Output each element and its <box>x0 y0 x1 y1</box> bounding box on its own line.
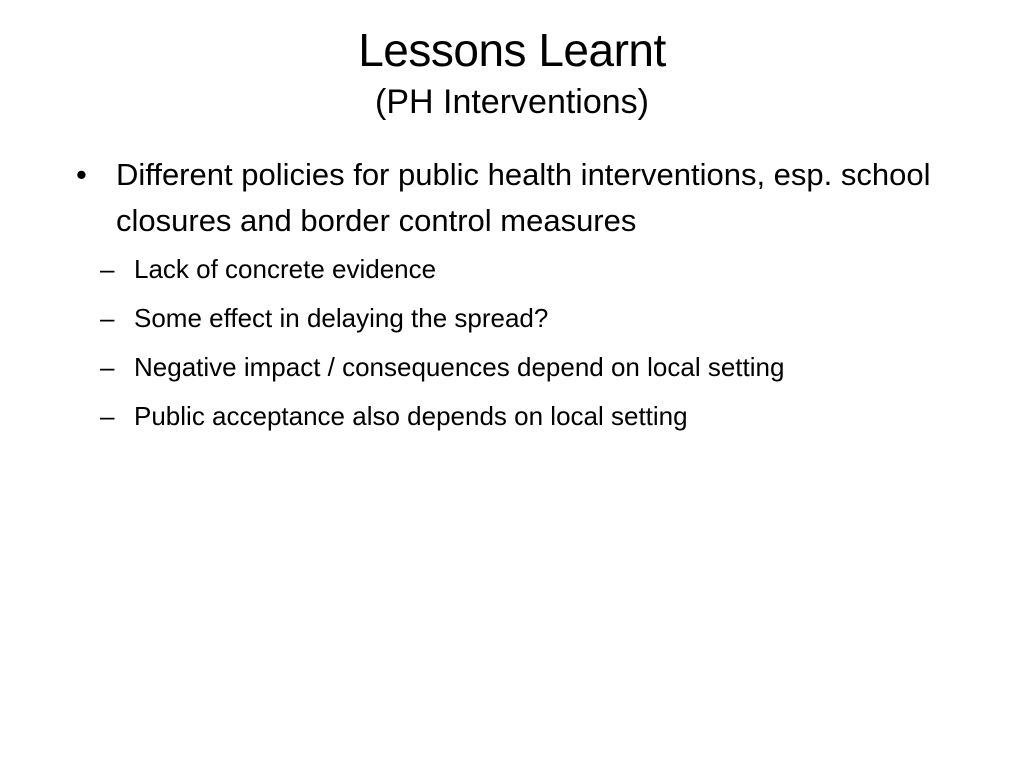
sub-bullet-marker: – <box>100 401 115 431</box>
sub-bullet-marker: – <box>100 352 115 382</box>
slide-subtitle: (PH Interventions) <box>375 83 649 121</box>
sub-bullet-text: Lack of concrete evidence <box>134 254 437 284</box>
bullet-item <box>76 152 996 244</box>
sub-bullet-text: Some effect in delaying the spread? <box>134 303 549 333</box>
bullet-marker: • <box>76 157 87 192</box>
sub-bullet-marker: – <box>100 254 115 284</box>
bullet-text: Different policies for public health interventions, esp. school closures and border control measures <box>116 157 931 238</box>
sub-bullet-list <box>76 252 996 433</box>
sub-bullet-text: Negative impact / consequences depend on local setting <box>134 352 785 382</box>
sub-bullet-item <box>100 301 996 335</box>
sub-bullet-marker: – <box>100 303 115 333</box>
sub-bullet-item <box>100 252 996 286</box>
slide-title: Lessons Learnt <box>358 24 666 76</box>
sub-bullet-item <box>100 399 996 433</box>
title-block <box>0 22 1024 124</box>
sub-bullet-item <box>100 350 996 384</box>
sub-bullet-text: Public acceptance also depends on local setting <box>134 401 688 431</box>
slide-content <box>76 152 996 448</box>
